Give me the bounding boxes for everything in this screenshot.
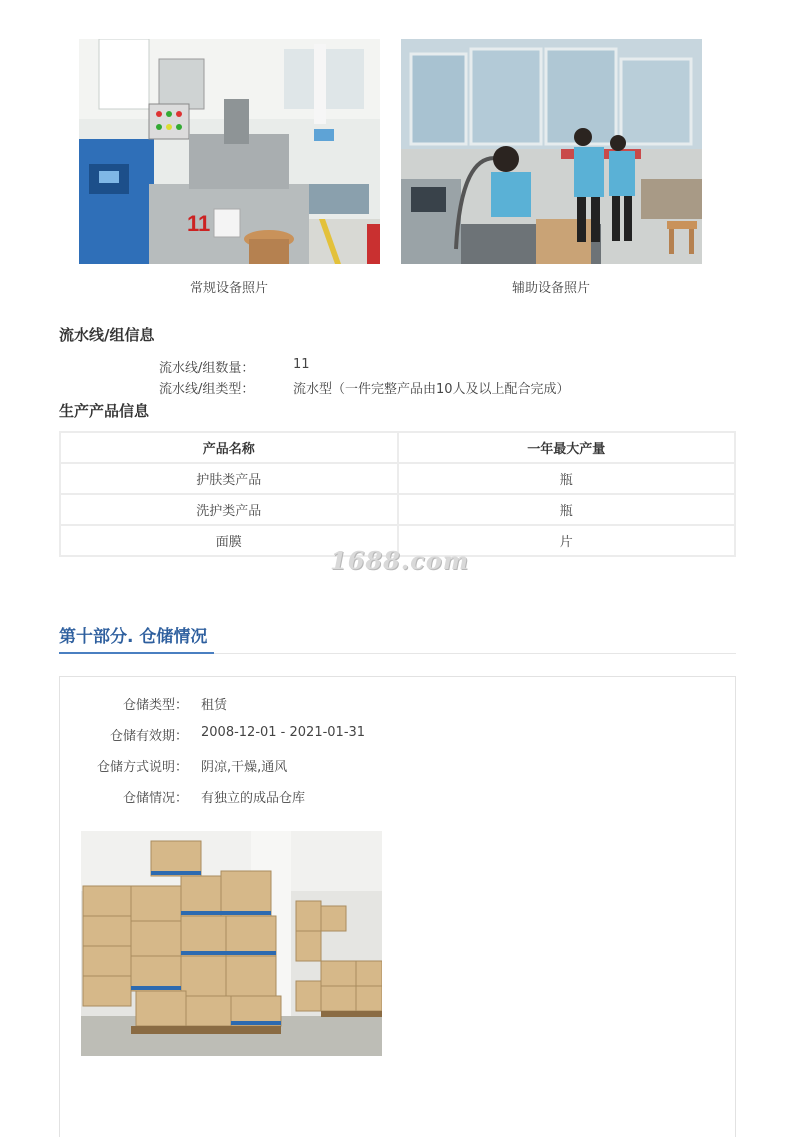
product-output-cell: 瓶 [398,494,736,525]
storage-type-label: 仓储类型： [122,698,188,713]
storage-method-label: 仓储方式说明： [96,760,188,775]
table-row [60,463,735,494]
auxiliary-equipment-caption: 辅助设备照片 [511,281,590,296]
storage-validity-label: 仓储有效期： [109,729,188,744]
products-title: 生产产品信息 [59,402,150,420]
product-name-cell: 面膜 [60,525,398,556]
line-info-title: 流水线/组信息 [59,326,155,344]
svg-text:11: 11 [187,211,211,236]
line-count-value: 11 [293,357,310,372]
product-name-cell: 洗护类产品 [60,494,398,525]
line-type-value: 流水型（一件完整产品由10人及以上配合完成） [293,382,570,397]
product-name-cell: 护肤类产品 [60,463,398,494]
product-output-cell: 瓶 [398,463,736,494]
table-row [60,494,735,525]
watermark-logo: 1688.com [330,546,470,575]
header-annual-output: 一年最大产量 [398,432,736,463]
header-product-name: 产品名称 [60,432,398,463]
product-output-cell: 片 [398,525,736,556]
products-table [59,431,736,557]
storage-status-label: 仓储情况： [122,791,188,806]
warehouse-photo [81,831,382,1056]
storage-validity-value: 2008-12-01 - 2021-01-31 [201,725,366,740]
part-title: 第十部分. 仓储情况 [59,627,208,647]
storage-type-value: 租赁 [201,698,228,713]
divider-accent [59,652,214,654]
table-header-row [60,432,735,463]
regular-equipment-caption: 常规设备照片 [189,281,268,296]
line-count-label: 流水线/组数量： [159,361,255,376]
line-type-label: 流水线/组类型： [159,382,255,397]
storage-status-value: 有独立的成品仓库 [201,791,306,806]
auxiliary-equipment-photo [401,39,702,264]
storage-method-value: 阴凉,干燥,通风 [201,760,288,775]
regular-equipment-photo [79,39,380,264]
